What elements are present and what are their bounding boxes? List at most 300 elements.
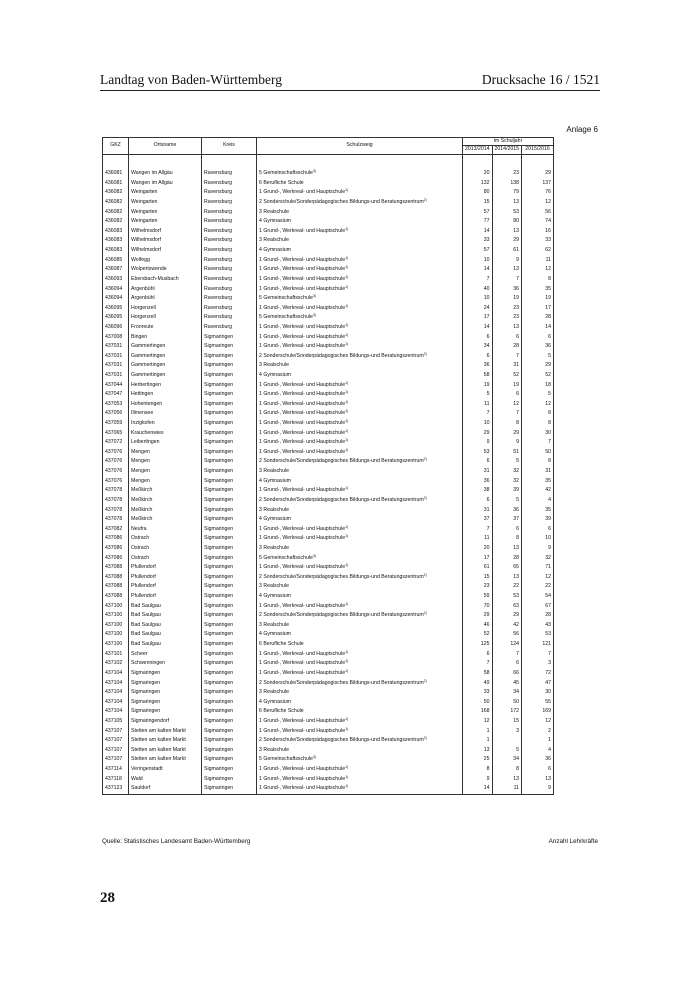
table-row (103, 582, 554, 592)
gkz-cell: 437078 (103, 496, 129, 506)
table-row (103, 428, 554, 438)
schulzweig-label: 1 Grund-, Werkreal- und Hauptschule (259, 304, 346, 311)
schulzweig-label: 4 Gymnasium (259, 477, 291, 484)
year-value-cell: 33 (522, 236, 554, 246)
year-value-cell: 34 (492, 755, 522, 765)
ortsname-cell: Neufra (129, 525, 202, 535)
footnote-marker: 3) (312, 755, 317, 760)
schulzweig-cell (257, 534, 463, 544)
schulzweig-label: 1 Grund-, Werkreal- und Hauptschule (259, 381, 346, 388)
year-value-cell: 23 (492, 169, 522, 179)
table-row (103, 563, 554, 573)
ortsname-cell: Mengen (129, 457, 202, 467)
footnote-marker: 1) (345, 447, 349, 452)
schulzweig-label: 1 Grund-, Werkreal- und Hauptschule (259, 487, 346, 494)
kreis-cell: Ravensburg (202, 265, 257, 275)
year-value-cell: 9 (492, 438, 522, 448)
gkz-cell: 437031 (103, 361, 129, 371)
kreis-cell: Sigmaringen (202, 573, 257, 583)
ortsname-cell: Ostrach (129, 553, 202, 563)
schulzweig-cell (257, 611, 463, 621)
schulzweig-cell (257, 419, 463, 429)
gkz-cell: 437065 (103, 428, 129, 438)
table-row (103, 726, 554, 736)
year-value-cell: 50 (522, 448, 554, 458)
source-note: Quelle: Statistisches Landesamt Baden-Württemberg (102, 838, 251, 845)
header-rule (100, 90, 600, 91)
year-value-cell: 80 (492, 217, 522, 227)
schulzweig-label: 3 Realschule (259, 362, 289, 369)
year-value-cell: 49 (463, 678, 493, 688)
kreis-cell: Sigmaringen (202, 765, 257, 775)
year-value-cell: 14 (463, 265, 493, 275)
year-value-cell: 77 (463, 217, 493, 227)
schulzweig-label: 1 Grund-, Werkreal- und Hauptschule (259, 765, 346, 772)
kreis-cell: Sigmaringen (202, 717, 257, 727)
kreis-cell: Ravensburg (202, 275, 257, 285)
year-value-cell: 17 (463, 313, 493, 323)
year-value-cell: 39 (522, 515, 554, 525)
schulzweig-cell (257, 390, 463, 400)
table-row (103, 217, 554, 227)
year-value-cell: 53 (522, 630, 554, 640)
kreis-cell: Sigmaringen (202, 755, 257, 765)
kreis-cell: Sigmaringen (202, 601, 257, 611)
footnote-marker: 1) (345, 428, 349, 433)
schulzweig-cell (257, 477, 463, 487)
year-value-cell: 36 (492, 284, 522, 294)
table-row (103, 649, 554, 659)
ortsname-cell: Schwenningen (129, 659, 202, 669)
year-value-cell: 11 (522, 255, 554, 265)
year-value-cell: 14 (463, 227, 493, 237)
year-value-cell: 8 (492, 765, 522, 775)
page-number: 28 (100, 890, 115, 906)
table-row (103, 477, 554, 487)
year-value-cell: 5 (492, 746, 522, 756)
table-row (103, 534, 554, 544)
year-value-cell: 19 (492, 380, 522, 390)
ortsname-cell: Wilhelmsdorf (129, 236, 202, 246)
year-value-cell: 12 (522, 198, 554, 208)
footnote-marker: 1) (345, 784, 349, 789)
year-value-cell: 52 (492, 371, 522, 381)
schulzweig-label: 1 Grund-, Werkreal- und Hauptschule (259, 429, 346, 436)
kreis-cell: Sigmaringen (202, 342, 257, 352)
schulzweig-label: 2 Sonderschule/Sonderpädagogisches Bildungs-und Beratungszentrum (259, 199, 424, 206)
year-value-cell: 9 (522, 784, 554, 794)
schulzweig-cell (257, 188, 463, 198)
gkz-cell: 437059 (103, 419, 129, 429)
year-value-cell: 8 (492, 419, 522, 429)
year-value-cell: 132 (463, 179, 493, 189)
year-value-cell: 22 (492, 582, 522, 592)
gkz-cell: 437100 (103, 630, 129, 640)
schulzweig-cell (257, 217, 463, 227)
year-value-cell: 29 (522, 169, 554, 179)
table-row (103, 342, 554, 352)
schulzweig-cell (257, 698, 463, 708)
schulzweig-cell (257, 630, 463, 640)
schulzweig-label: 3 Realschule (259, 544, 289, 551)
year-value-cell: 15 (463, 198, 493, 208)
gkz-cell: 437088 (103, 573, 129, 583)
year-value-cell: 11 (463, 534, 493, 544)
year-value-cell: 29 (463, 428, 493, 438)
footnote-marker: 1) (345, 255, 349, 260)
ortsname-cell: Sigmaringendorf (129, 717, 202, 727)
schulzweig-cell (257, 294, 463, 304)
footnote-marker: 3) (312, 313, 317, 318)
year-value-cell: 2 (522, 726, 554, 736)
schulzweig-cell (257, 457, 463, 467)
gkz-cell: 436082 (103, 207, 129, 217)
kreis-cell: Sigmaringen (202, 736, 257, 746)
ortsname-cell: Inzigkofen (129, 419, 202, 429)
table-row (103, 198, 554, 208)
year-value-cell: 10 (463, 255, 493, 265)
table-row (103, 371, 554, 381)
year-value-cell: 5 (522, 352, 554, 362)
kreis-cell: Sigmaringen (202, 774, 257, 784)
schulzweig-cell (257, 755, 463, 765)
gkz-cell: 436093 (103, 275, 129, 285)
year-value-cell: 25 (463, 755, 493, 765)
table-row (103, 236, 554, 246)
year-value-cell: 31 (522, 467, 554, 477)
year-value-cell: 5 (492, 496, 522, 506)
kreis-cell: Sigmaringen (202, 553, 257, 563)
gkz-cell: 437102 (103, 659, 129, 669)
schulzweig-cell (257, 563, 463, 573)
schulzweig-label: 5 Gemeinschaftsschule (259, 756, 313, 763)
schulzweig-label: 1 Grund-, Werkreal- und Hauptschule (259, 660, 346, 667)
footnote-marker: 1) (345, 649, 349, 654)
table-row (103, 746, 554, 756)
ortsname-cell: Sigmaringen (129, 688, 202, 698)
year-value-cell: 12 (463, 717, 493, 727)
schulzweig-label: 3 Realschule (259, 621, 289, 628)
schulzweig-label: 2 Sonderschule/Sonderpädagogisches Bildungs-und Beratungszentrum (259, 573, 424, 580)
schulzweig-cell (257, 246, 463, 256)
schulzweig-label: 1 Grund-, Werkreal- und Hauptschule (259, 256, 346, 263)
kreis-cell: Sigmaringen (202, 669, 257, 679)
year-value-cell: 13 (463, 746, 493, 756)
ortsname-cell: Meßkirch (129, 486, 202, 496)
header-document-number: Drucksache 16 / 1521 (481, 72, 600, 87)
schulzweig-label: 6 Berufliche Schule (259, 179, 304, 186)
schulzweig-label: 3 Realschule (259, 237, 289, 244)
gkz-cell: 436082 (103, 198, 129, 208)
schulzweig-cell (257, 582, 463, 592)
gkz-cell: 436082 (103, 217, 129, 227)
ortsname-cell: Fronreute (129, 323, 202, 333)
kreis-cell: Sigmaringen (202, 457, 257, 467)
year-value-cell: 11 (492, 784, 522, 794)
year-value-cell: 63 (492, 601, 522, 611)
year-value-cell: 80 (463, 188, 493, 198)
year-value-cell: 9 (492, 255, 522, 265)
footnote-marker: 1) (345, 265, 349, 270)
table-row (103, 553, 554, 563)
year-value-cell: 35 (522, 505, 554, 515)
schulzweig-cell (257, 640, 463, 650)
ortsname-cell: Weingarten (129, 217, 202, 227)
ortsname-cell: Pfullendorf (129, 573, 202, 583)
year-value-cell: 9 (522, 544, 554, 554)
table-row (103, 688, 554, 698)
schulzweig-label: 5 Gemeinschaftsschule (259, 295, 313, 302)
gkz-cell: 437076 (103, 457, 129, 467)
schulzweig-cell (257, 486, 463, 496)
schulzweig-cell (257, 707, 463, 717)
schulzweig-label: 4 Gymnasium (259, 516, 291, 523)
ortsname-cell: Wolpertswende (129, 265, 202, 275)
kreis-cell: Ravensburg (202, 255, 257, 265)
year-value-cell: 74 (522, 217, 554, 227)
table-row (103, 755, 554, 765)
gkz-cell: 437086 (103, 534, 129, 544)
kreis-cell: Sigmaringen (202, 707, 257, 717)
year-value-cell: 6 (492, 525, 522, 535)
kreis-cell: Sigmaringen (202, 726, 257, 736)
schulzweig-label: 1 Grund-, Werkreal- und Hauptschule (259, 535, 346, 542)
gkz-cell: 437104 (103, 698, 129, 708)
year-value-cell: 31 (492, 361, 522, 371)
table-row (103, 659, 554, 669)
schulzweig-label: 2 Sonderschule/Sonderpädagogisches Bildungs-und Beratungszentrum (259, 679, 424, 686)
footnote-marker: 3) (312, 169, 317, 174)
kreis-cell: Ravensburg (202, 169, 257, 179)
year-value-cell: 37 (463, 515, 493, 525)
schulzweig-label: 5 Gemeinschaftsschule (259, 314, 313, 321)
ortsname-cell: Stetten am kalten Markt (129, 736, 202, 746)
table-row (103, 486, 554, 496)
year-value-cell: 22 (522, 582, 554, 592)
ortsname-cell: Weingarten (129, 198, 202, 208)
year-value-cell: 30 (522, 688, 554, 698)
gkz-cell: 437104 (103, 669, 129, 679)
ortsname-cell: Scheer (129, 649, 202, 659)
schulzweig-label: 4 Gymnasium (259, 631, 291, 638)
year-value-cell: 13 (492, 265, 522, 275)
gkz-cell: 437078 (103, 515, 129, 525)
ortsname-cell: Sauldorf (129, 784, 202, 794)
gkz-cell: 437104 (103, 678, 129, 688)
year-value-cell: 29 (492, 611, 522, 621)
ortsname-cell: Bad Saulgau (129, 630, 202, 640)
year-value-cell: 30 (522, 428, 554, 438)
gkz-cell: 437123 (103, 784, 129, 794)
ortsname-cell: Bad Saulgau (129, 611, 202, 621)
gkz-cell: 437076 (103, 448, 129, 458)
gkz-cell: 437008 (103, 332, 129, 342)
teacher-count-table (102, 137, 554, 795)
ortsname-cell: Illmensee (129, 409, 202, 419)
table-row (103, 275, 554, 285)
gkz-cell: 437114 (103, 765, 129, 775)
gkz-cell: 437088 (103, 582, 129, 592)
year-value-cell: 8 (522, 419, 554, 429)
column-header-year: 2015/2016 (522, 146, 554, 155)
footnote-marker: 1) (345, 322, 349, 327)
kreis-cell: Sigmaringen (202, 649, 257, 659)
year-value-cell: 23 (492, 313, 522, 323)
kreis-cell: Sigmaringen (202, 698, 257, 708)
schulzweig-cell (257, 255, 463, 265)
year-value-cell: 13 (492, 544, 522, 554)
year-value-cell: 65 (492, 563, 522, 573)
year-value-cell: 24 (463, 304, 493, 314)
schulzweig-cell (257, 553, 463, 563)
table-row (103, 294, 554, 304)
gkz-cell: 437082 (103, 525, 129, 535)
ortsname-cell: Horgenzell (129, 304, 202, 314)
footnote-marker: 1) (345, 409, 349, 414)
ortsname-cell: Wolfegg (129, 255, 202, 265)
year-value-cell: 6 (492, 332, 522, 342)
footnote-marker: 1) (345, 659, 349, 664)
schulzweig-cell (257, 371, 463, 381)
gkz-cell: 437107 (103, 726, 129, 736)
schulzweig-cell (257, 659, 463, 669)
kreis-cell: Sigmaringen (202, 659, 257, 669)
year-value-cell: 23 (463, 582, 493, 592)
table-row (103, 246, 554, 256)
table-row (103, 669, 554, 679)
year-value-cell: 50 (463, 698, 493, 708)
ortsname-cell: Bad Saulgau (129, 621, 202, 631)
column-group-header-schuljahr: im Schuljahr (463, 138, 554, 146)
ortsname-cell: Stetten am kalten Markt (129, 746, 202, 756)
table-row (103, 621, 554, 631)
schulzweig-cell (257, 774, 463, 784)
year-value-cell: 29 (463, 611, 493, 621)
table-row (103, 352, 554, 362)
schulzweig-label: 1 Grund-, Werkreal- und Hauptschule (259, 775, 346, 782)
gkz-cell: 437086 (103, 553, 129, 563)
kreis-cell: Sigmaringen (202, 563, 257, 573)
table-row (103, 601, 554, 611)
kreis-cell: Sigmaringen (202, 621, 257, 631)
year-value-cell: 31 (463, 467, 493, 477)
year-value-cell: 4 (522, 496, 554, 506)
schulzweig-cell (257, 669, 463, 679)
gkz-cell: 437044 (103, 380, 129, 390)
ortsname-cell: Leibertingen (129, 438, 202, 448)
year-value-cell: 40 (463, 284, 493, 294)
schulzweig-label: 5 Gemeinschaftsschule (259, 554, 313, 561)
column-header-schulzweig: Schulzweig (257, 138, 463, 155)
year-value-cell: 172 (492, 707, 522, 717)
year-value-cell: 6 (522, 765, 554, 775)
year-value-cell: 28 (522, 611, 554, 621)
year-value-cell: 19 (522, 294, 554, 304)
schulzweig-cell (257, 717, 463, 727)
year-value-cell: 57 (463, 207, 493, 217)
year-value-cell: 32 (522, 553, 554, 563)
schulzweig-label: 1 Grund-, Werkreal- und Hauptschule (259, 727, 346, 734)
schulzweig-label: 1 Grund-, Werkreal- und Hauptschule (259, 400, 346, 407)
year-value-cell: 52 (522, 371, 554, 381)
table-row (103, 255, 554, 265)
year-value-cell: 7 (522, 438, 554, 448)
schulzweig-label: 1 Grund-, Werkreal- und Hauptschule (259, 525, 346, 532)
gkz-cell: 437105 (103, 717, 129, 727)
footnote-marker: 2) (423, 495, 427, 500)
footnote-marker: 1) (345, 726, 349, 731)
schulzweig-cell (257, 284, 463, 294)
ortsname-cell: Sigmaringen (129, 678, 202, 688)
kreis-cell: Sigmaringen (202, 371, 257, 381)
schulzweig-label: 1 Grund-, Werkreal- und Hauptschule (259, 602, 346, 609)
schulzweig-cell (257, 726, 463, 736)
schulzweig-label: 1 Grund-, Werkreal- und Hauptschule (259, 343, 346, 350)
year-value-cell: 6 (463, 457, 493, 467)
ortsname-cell: Ostrach (129, 544, 202, 554)
footnote-marker: 1) (345, 399, 349, 404)
year-value-cell: 36 (522, 755, 554, 765)
ortsname-cell: Wilhelmsdorf (129, 227, 202, 237)
schulzweig-label: 2 Sonderschule/Sonderpädagogisches Bildungs-und Beratungszentrum (259, 612, 424, 619)
schulzweig-cell (257, 227, 463, 237)
year-value-cell: 13 (492, 227, 522, 237)
year-value-cell: 36 (463, 361, 493, 371)
year-value-cell (492, 736, 522, 746)
gkz-cell: 437088 (103, 563, 129, 573)
year-value-cell: 1 (463, 726, 493, 736)
schulzweig-cell (257, 505, 463, 515)
year-value-cell: 59 (463, 592, 493, 602)
kreis-cell: Sigmaringen (202, 630, 257, 640)
year-value-cell: 13 (492, 198, 522, 208)
schulzweig-label: 2 Sonderschule/Sonderpädagogisches Bildungs-und Beratungszentrum (259, 737, 424, 744)
kreis-cell: Sigmaringen (202, 361, 257, 371)
table-row (103, 304, 554, 314)
table-row (103, 332, 554, 342)
ortsname-cell: Weingarten (129, 207, 202, 217)
kreis-cell: Sigmaringen (202, 534, 257, 544)
ortsname-cell: Gammertingen (129, 371, 202, 381)
schulzweig-cell (257, 649, 463, 659)
year-value-cell: 67 (522, 601, 554, 611)
schulzweig-label: 1 Grund-, Werkreal- und Hauptschule (259, 275, 346, 282)
schulzweig-cell (257, 784, 463, 794)
ortsname-cell: Meßkirch (129, 515, 202, 525)
kreis-cell: Sigmaringen (202, 582, 257, 592)
footnote-marker: 1) (345, 303, 349, 308)
schulzweig-label: 3 Realschule (259, 506, 289, 513)
schulzweig-label: 4 Gymnasium (259, 218, 291, 225)
gkz-cell: 437100 (103, 621, 129, 631)
gkz-cell: 437107 (103, 736, 129, 746)
schulzweig-cell (257, 688, 463, 698)
schulzweig-cell (257, 332, 463, 342)
gkz-cell: 436083 (103, 236, 129, 246)
table-row (103, 323, 554, 333)
schulzweig-cell (257, 496, 463, 506)
year-value-cell: 7 (522, 649, 554, 659)
kreis-cell: Ravensburg (202, 227, 257, 237)
footnote-marker: 2) (423, 198, 427, 203)
table-row (103, 717, 554, 727)
year-value-cell: 6 (463, 496, 493, 506)
year-value-cell: 71 (522, 563, 554, 573)
schulzweig-label: 2 Sonderschule/Sonderpädagogisches Bildungs-und Beratungszentrum (259, 496, 424, 503)
kreis-cell: Sigmaringen (202, 678, 257, 688)
year-value-cell: 8 (522, 409, 554, 419)
kreis-cell: Sigmaringen (202, 784, 257, 794)
